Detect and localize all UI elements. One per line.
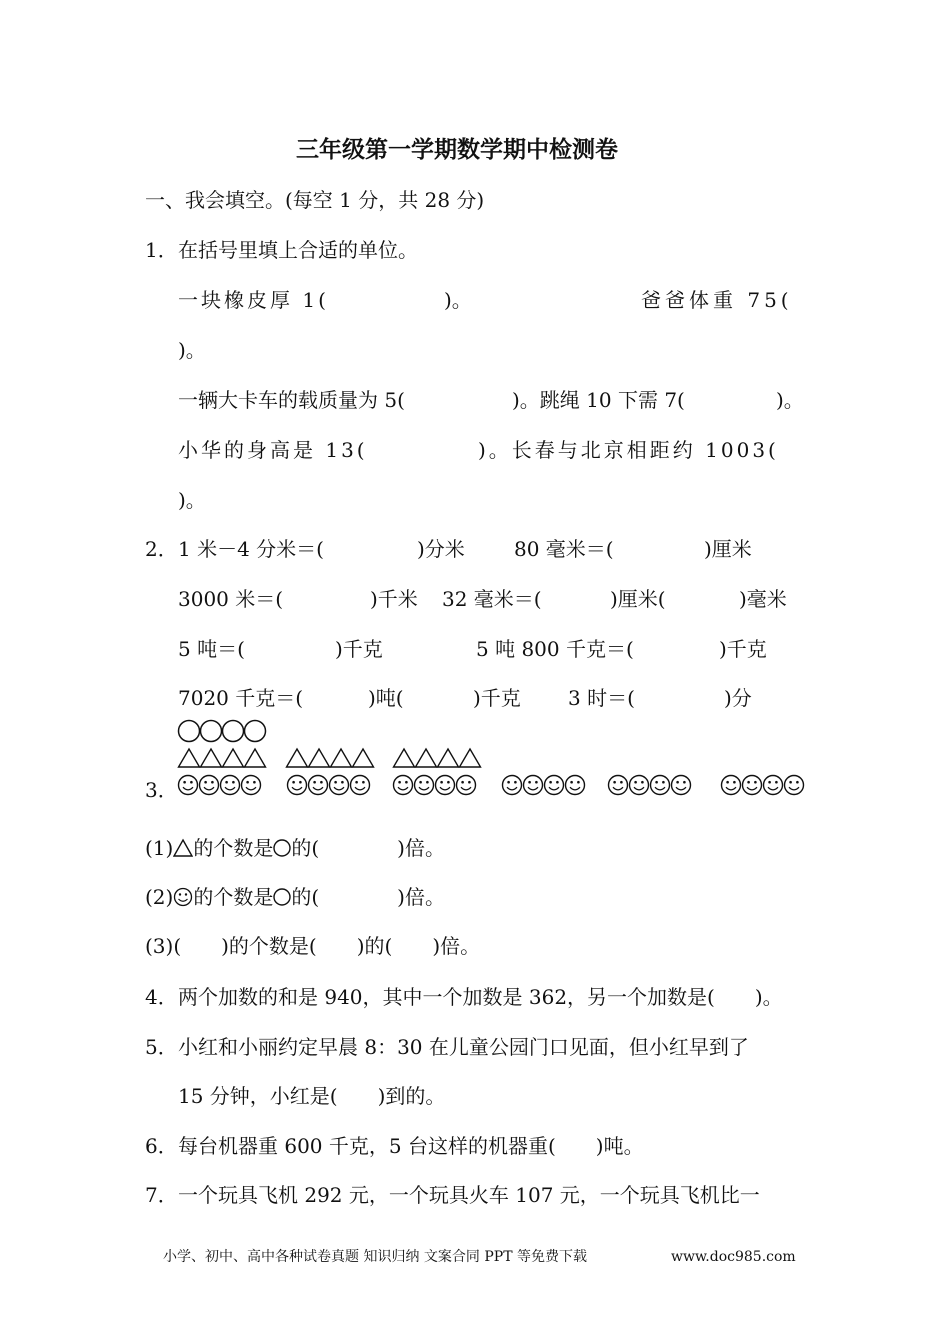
circle-icon [273, 838, 291, 858]
q2-r2-e: )毫米 [739, 587, 787, 611]
q7-number: 7． [145, 1183, 178, 1207]
q6-number: 6． [145, 1134, 178, 1158]
smiley-icon [524, 776, 543, 795]
q2-r1-c: 80 毫米＝( [514, 537, 614, 561]
smiley-group-1 [179, 776, 261, 795]
triangle-icon [460, 749, 481, 767]
q2-r1-a: 1 米－4 分米＝( [178, 537, 324, 561]
triangle-icon [245, 749, 266, 767]
smiley-group-5 [609, 776, 691, 795]
q3-number: 3． [145, 778, 178, 802]
q1-stem: 在括号里填上合适的单位。 [178, 238, 418, 262]
smiley-group-4 [503, 776, 585, 795]
q2-r4-d: 3 时＝( [568, 686, 635, 710]
q2-r2-a: 3000 米＝( [178, 587, 284, 611]
smiley-icon [651, 776, 670, 795]
triangle-icon [331, 749, 352, 767]
q2-r1-d: )厘米 [704, 537, 752, 561]
q2-r4-b: )吨( [368, 686, 404, 710]
q1-line1-b: )。 [444, 288, 472, 312]
q1-line3-c: )。 [178, 488, 206, 512]
triangle-icon [394, 749, 415, 767]
q3-p2-text2: 的( [291, 885, 320, 909]
q3-p1-text: 的个数是 [193, 836, 274, 860]
q5-line1: 小红和小丽约定早晨 8：30 在儿童公园门口见面，但小红早到了 [178, 1035, 749, 1059]
q2-number: 2． [145, 537, 178, 561]
smiley-icon [503, 776, 522, 795]
q4-text: 两个加数的和是 940，其中一个加数是 362，另一个加数是( )。 [178, 985, 783, 1009]
q1-line2-a: 一辆大卡车的载质量为 5( [178, 388, 405, 412]
smiley-icon [242, 776, 261, 795]
q2-r1-b: )分米 [417, 537, 465, 561]
triangle-icon [438, 749, 459, 767]
circle-icon [245, 721, 266, 742]
q3-part2 [145, 885, 445, 909]
triangle-icon [173, 838, 193, 858]
smiley-icon [309, 776, 328, 795]
q2-r3-d: )千克 [719, 637, 767, 661]
smiley-icon [672, 776, 691, 795]
q2-r2-d: )厘米( [610, 587, 666, 611]
smiley-icon [743, 776, 762, 795]
triangle-icon [309, 749, 330, 767]
q3-figure [0, 712, 950, 802]
triangle-group-2 [287, 749, 374, 767]
q1-line1-c: 爸爸体重 75( [641, 288, 793, 312]
triangle-icon [223, 749, 244, 767]
triangle-icon [353, 749, 374, 767]
smiley-icon [785, 776, 804, 795]
smiley-icon [566, 776, 585, 795]
q7-text: 一个玩具飞机 292 元，一个玩具火车 107 元，一个玩具飞机比一 [178, 1183, 760, 1207]
q2-r2-c: 32 毫米＝( [442, 587, 542, 611]
q2-r2-b: )千米 [370, 587, 418, 611]
q5-line2: 15 分钟，小红是( )到的。 [178, 1084, 446, 1108]
triangle-icon [201, 749, 222, 767]
q2-r3-b: )千克 [335, 637, 383, 661]
q3-p2-label: (2) [145, 885, 174, 909]
smiley-group-6 [722, 776, 804, 795]
q2-r4-a: 7020 千克＝( [178, 686, 304, 710]
q2-r4-c: )千克 [473, 686, 521, 710]
q4-number: 4． [145, 985, 178, 1009]
smiley-icon [173, 887, 193, 907]
q3-p1-end: )倍。 [397, 836, 445, 860]
q3-p1-text2: 的( [291, 836, 320, 860]
triangle-icon [416, 749, 437, 767]
q1-line1-a: 一块橡皮厚 1( [178, 288, 329, 312]
circle-icon [179, 721, 200, 742]
q2-r3-c: 5 吨 800 千克＝( [476, 637, 634, 661]
q2-r3-a: 5 吨＝( [178, 637, 245, 661]
smiley-icon [330, 776, 349, 795]
smiley-group-3 [394, 776, 476, 795]
q6-text: 每台机器重 600 千克，5 台这样的机器重( )吨。 [178, 1134, 644, 1158]
circle-icon [223, 721, 244, 742]
circle-group [179, 721, 266, 742]
smiley-icon [609, 776, 628, 795]
q1-line2-b: )。跳绳 10 下需 7( [512, 388, 685, 412]
smiley-icon [351, 776, 370, 795]
triangle-icon [287, 749, 308, 767]
smiley-icon [288, 776, 307, 795]
circle-icon [273, 887, 291, 907]
smiley-icon [722, 776, 741, 795]
footer-text: 小学、初中、高中各种试卷真题 知识归纳 文案合同 PPT 等免费下载 [163, 1249, 587, 1265]
smiley-icon [394, 776, 413, 795]
footer-link[interactable]: www.doc985.com [671, 1249, 796, 1265]
q3-p1-label: (1) [145, 836, 174, 860]
q1-line1-d: )。 [178, 338, 206, 362]
smiley-group-2 [288, 776, 370, 795]
q3-p2-text: 的个数是 [193, 885, 274, 909]
smiley-icon [630, 776, 649, 795]
smiley-icon [457, 776, 476, 795]
page-title: 三年级第一学期数学期中检测卷 [296, 137, 618, 163]
circle-icon [201, 721, 222, 742]
smiley-icon [436, 776, 455, 795]
q2-r4-e: )分 [724, 686, 752, 710]
smiley-icon [200, 776, 219, 795]
q1-number: 1． [145, 238, 178, 262]
section-heading: 一、我会填空。(每空 1 分，共 28 分) [145, 188, 485, 212]
q1-line2-c: )。 [776, 388, 804, 412]
smiley-icon [764, 776, 783, 795]
triangle-group-3 [394, 749, 481, 767]
smiley-icon [179, 776, 198, 795]
smiley-icon [545, 776, 564, 795]
smiley-icon [221, 776, 240, 795]
q1-line3-a: 小华的身高是 13( [178, 438, 368, 462]
smiley-icon [415, 776, 434, 795]
triangle-group-1 [179, 749, 266, 767]
q3-part3: (3)( )的个数是( )的( )倍。 [145, 934, 481, 958]
triangle-icon [179, 749, 200, 767]
q3-part1 [145, 836, 445, 860]
q3-p2-end: )倍。 [397, 885, 445, 909]
q5-number: 5． [145, 1035, 178, 1059]
q1-line3-b: )。长春与北京相距约 1003( [478, 438, 779, 462]
